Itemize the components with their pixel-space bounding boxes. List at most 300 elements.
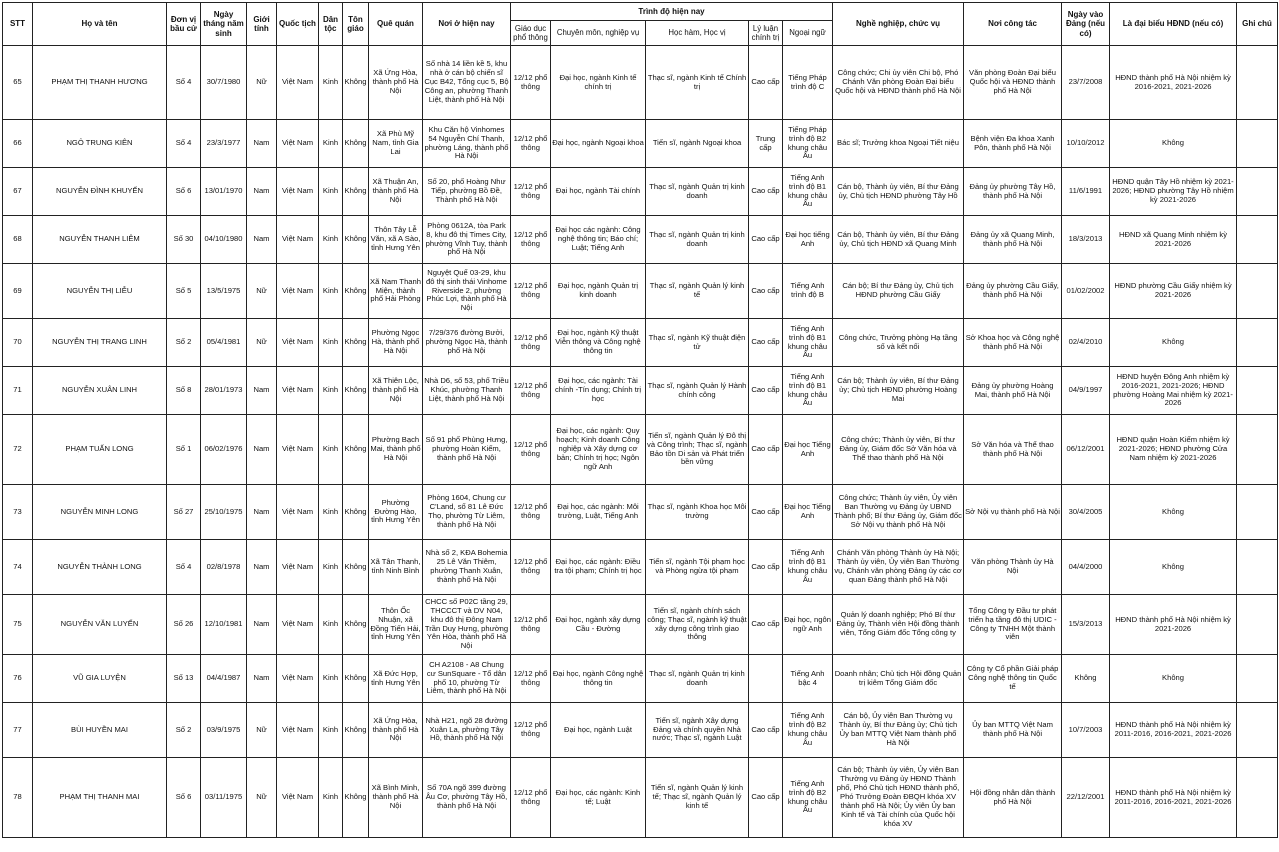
cell-political: Cao cấp — [749, 758, 783, 838]
cell-religion: Không — [343, 264, 369, 319]
cell-degree: Tiến sĩ, ngành Quản lý Đô thị và Công trình; Thạc sĩ, ngành Bảo tồn Di sản và Phát triển bền vững — [646, 415, 749, 485]
cell-notes — [1237, 264, 1278, 319]
table-body — [3, 46, 1278, 838]
cell-ethnicity: Kinh — [319, 264, 343, 319]
cell-delegate: HĐND phường Cầu Giấy nhiệm kỳ 2021-2026 — [1110, 264, 1237, 319]
cell-stt: 73 — [3, 485, 33, 540]
col-workplace: Nơi công tác — [964, 3, 1062, 46]
cell-general: 12/12 phổ thông — [511, 595, 551, 655]
cell-hometown: Thôn Tây Lễ Văn, xã A Sào, tỉnh Hưng Yên — [369, 216, 423, 264]
cell-professional: Đại học, ngành Kinh tế chính trị — [551, 46, 646, 120]
cell-gender: Nữ — [247, 46, 277, 120]
header-row-top — [3, 3, 1278, 21]
cell-residence: 7/29/376 đường Bưởi, phường Ngọc Hà, thành phố Hà Nội — [423, 319, 511, 367]
cell-gender: Nữ — [247, 758, 277, 838]
cell-ethnicity: Kinh — [319, 595, 343, 655]
cell-general: 12/12 phổ thông — [511, 46, 551, 120]
cell-dob: 13/5/1975 — [201, 264, 247, 319]
cell-professional: Đại học, ngành Kỹ thuật Viễn thông và Công nghệ thông tin — [551, 319, 646, 367]
cell-dob: 03/11/1975 — [201, 758, 247, 838]
cell-party-date: 30/4/2005 — [1062, 485, 1110, 540]
cell-professional: Đại học, ngành xây dựng Cầu - Đường — [551, 595, 646, 655]
cell-gender: Nữ — [247, 319, 277, 367]
cell-party-date: 18/3/2013 — [1062, 216, 1110, 264]
cell-notes — [1237, 703, 1278, 758]
cell-party-date: 04/9/1997 — [1062, 367, 1110, 415]
cell-name: PHẠM THỊ THANH HƯƠNG — [33, 46, 167, 120]
cell-residence: Số 70A ngõ 399 đường Âu Cơ, phường Tây Hồ, thành phố Hà Nội — [423, 758, 511, 838]
cell-unit: Số 26 — [167, 595, 201, 655]
cell-language: Tiếng Anh trình độ B2 khung châu Âu — [783, 758, 833, 838]
cell-unit: Số 4 — [167, 540, 201, 595]
cell-hometown: Xã Thuận An, thành phố Hà Nội — [369, 168, 423, 216]
cell-occupation: Cán bộ; Thành ủy viên, Ủy viên Ban Thường vụ Đảng ủy HĐND Thành phố, Phó Chủ tịch HĐND thành phố, Phó Trưởng Đoàn ĐBQH khóa XV thành phố Hà Nội; Ủy viên Ủy ban Kinh tế và Tài chính của Quốc hội khóa XV — [833, 758, 964, 838]
cell-notes — [1237, 415, 1278, 485]
table-row — [3, 485, 1278, 540]
cell-nationality: Việt Nam — [277, 485, 319, 540]
cell-occupation: Cán bộ, Thành ủy viên, Bí thư Đảng ủy, Chủ tịch HĐND xã Quang Minh — [833, 216, 964, 264]
cell-nationality: Việt Nam — [277, 168, 319, 216]
cell-unit: Số 4 — [167, 46, 201, 120]
cell-ethnicity: Kinh — [319, 120, 343, 168]
cell-notes — [1237, 758, 1278, 838]
cell-gender: Nam — [247, 540, 277, 595]
col-education-group: Trình độ hiện nay — [511, 3, 833, 21]
cell-ethnicity: Kinh — [319, 655, 343, 703]
cell-residence: Nguyệt Quế 03-29, khu đô thị sinh thái Vinhome Riverside 2, phường Phúc Lợi, thành phố Hà Nội — [423, 264, 511, 319]
cell-nationality: Việt Nam — [277, 758, 319, 838]
cell-hometown: Thôn Ốc Nhuận, xã Đồng Tiến Hải, tỉnh Hưng Yên — [369, 595, 423, 655]
cell-notes — [1237, 485, 1278, 540]
cell-religion: Không — [343, 485, 369, 540]
cell-gender: Nam — [247, 595, 277, 655]
cell-professional: Đại học, ngành Ngoại khoa — [551, 120, 646, 168]
cell-unit: Số 6 — [167, 168, 201, 216]
cell-language: Đại học Tiếng Anh — [783, 415, 833, 485]
cell-workplace: Bệnh viện Đa khoa Xanh Pôn, thành phố Hà Nội — [964, 120, 1062, 168]
cell-language: Tiếng Pháp trình độ B2 khung châu Âu — [783, 120, 833, 168]
cell-hometown: Xã Đức Hợp, tỉnh Hưng Yên — [369, 655, 423, 703]
cell-name: NGUYỄN XUÂN LINH — [33, 367, 167, 415]
cell-professional: Đại học, ngành Công nghệ thông tin — [551, 655, 646, 703]
cell-degree: Tiến sĩ, ngành Tội phạm học và Phòng ngừa tội phạm — [646, 540, 749, 595]
cell-delegate: Không — [1110, 655, 1237, 703]
cell-workplace: Đảng ủy phường Cầu Giấy, thành phố Hà Nội — [964, 264, 1062, 319]
cell-unit: Số 5 — [167, 264, 201, 319]
cell-occupation: Cán bộ, Ủy viên Ban Thường vụ Thành ủy, Bí thư Đảng ủy; Chủ tịch Ủy ban MTTQ Việt Nam thành phố Hà Nội — [833, 703, 964, 758]
cell-religion: Không — [343, 415, 369, 485]
cell-degree: Tiến sĩ, ngành Xây dựng Đảng và chính quyền Nhà nước; Thạc sĩ, ngành Luật — [646, 703, 749, 758]
cell-unit: Số 13 — [167, 655, 201, 703]
col-professional: Chuyên môn, nghiệp vụ — [551, 21, 646, 46]
cell-residence: Số 91 phố Phùng Hưng, phường Hoàn Kiếm, thành phố Hà Nội — [423, 415, 511, 485]
cell-degree: Thạc sĩ, ngành Khoa học Môi trường — [646, 485, 749, 540]
cell-unit: Số 2 — [167, 319, 201, 367]
col-nationality: Quốc tịch — [277, 3, 319, 46]
cell-ethnicity: Kinh — [319, 485, 343, 540]
cell-political: Cao cấp — [749, 367, 783, 415]
cell-stt: 67 — [3, 168, 33, 216]
cell-stt: 68 — [3, 216, 33, 264]
cell-degree: Thạc sĩ, ngành Quản trị kinh doanh — [646, 168, 749, 216]
cell-notes — [1237, 540, 1278, 595]
cell-residence: Nhà H21, ngõ 28 đường Xuân La, phường Tây Hồ, thành phố Hà Nội — [423, 703, 511, 758]
cell-name: NGUYỄN THỊ LIỄU — [33, 264, 167, 319]
table-row — [3, 319, 1278, 367]
cell-stt: 77 — [3, 703, 33, 758]
cell-language: Đại học, ngôn ngữ Anh — [783, 595, 833, 655]
cell-nationality: Việt Nam — [277, 216, 319, 264]
cell-name: NGUYỄN THANH LIÊM — [33, 216, 167, 264]
cell-delegate: Không — [1110, 485, 1237, 540]
cell-occupation: Công chức; Thành ủy viên, Bí thư Đảng ủy, Giám đốc Sở Văn hóa và Thể thao thành phố Hà Nội — [833, 415, 964, 485]
cell-notes — [1237, 216, 1278, 264]
cell-political: Cao cấp — [749, 46, 783, 120]
cell-party-date: 04/4/2000 — [1062, 540, 1110, 595]
cell-language: Tiếng Pháp trình độ C — [783, 46, 833, 120]
cell-ethnicity: Kinh — [319, 415, 343, 485]
cell-general: 12/12 phổ thông — [511, 168, 551, 216]
cell-degree: Thạc sĩ, ngành Quản trị kinh doanh — [646, 216, 749, 264]
cell-nationality: Việt Nam — [277, 264, 319, 319]
cell-religion: Không — [343, 319, 369, 367]
cell-party-date: 10/10/2012 — [1062, 120, 1110, 168]
cell-nationality: Việt Nam — [277, 595, 319, 655]
cell-workplace: Tổng Công ty Đầu tư phát triển hạ tầng đô thị UDIC - Công ty TNHH Một thành viên — [964, 595, 1062, 655]
cell-unit: Số 1 — [167, 415, 201, 485]
cell-occupation: Công chức; Thành ủy viên, Ủy viên Ban Thường vụ Đảng ủy UBND Thành phố; Bí thư Đảng ủy, Giám đốc Sở Nội vụ thành phố Hà Nội — [833, 485, 964, 540]
col-hometown: Quê quán — [369, 3, 423, 46]
cell-hometown: Xã Bình Minh, thành phố Hà Nội — [369, 758, 423, 838]
cell-delegate: HĐND thành phố Hà Nội nhiệm kỳ 2021-2026 — [1110, 595, 1237, 655]
cell-stt: 66 — [3, 120, 33, 168]
cell-political: Trung cấp — [749, 120, 783, 168]
cell-delegate: HĐND thành phố Hà Nội nhiệm kỳ 2016-2021, 2021-2026 — [1110, 46, 1237, 120]
cell-degree: Thạc sĩ, ngành Quản trị kinh doanh — [646, 655, 749, 703]
cell-degree: Thạc sĩ, ngành Kinh tế Chính trị — [646, 46, 749, 120]
table-row — [3, 120, 1278, 168]
table-row — [3, 168, 1278, 216]
cell-religion: Không — [343, 367, 369, 415]
cell-professional: Đại học các ngành: Công nghệ thông tin; Báo chí; Luật; Tiếng Anh — [551, 216, 646, 264]
cell-stt: 72 — [3, 415, 33, 485]
cell-language: Tiếng Anh trình độ B2 khung châu Âu — [783, 703, 833, 758]
cell-political: Cao cấp — [749, 415, 783, 485]
cell-political: Cao cấp — [749, 703, 783, 758]
cell-notes — [1237, 120, 1278, 168]
table-row — [3, 367, 1278, 415]
cell-residence: CHCC số P02C tầng 29, THCCCT và DV N04, khu đô thị Đông Nam Trần Duy Hưng, phường Yên Hòa, thành phố Hà Nội — [423, 595, 511, 655]
cell-general: 12/12 phổ thông — [511, 758, 551, 838]
cell-stt: 78 — [3, 758, 33, 838]
cell-nationality: Việt Nam — [277, 367, 319, 415]
cell-workplace: Hội đồng nhân dân thành phố Hà Nội — [964, 758, 1062, 838]
cell-occupation: Doanh nhân; Chủ tịch Hội đồng Quản trị kiêm Tổng Giám đốc — [833, 655, 964, 703]
cell-dob: 02/8/1978 — [201, 540, 247, 595]
table-row — [3, 655, 1278, 703]
cell-political: Cao cấp — [749, 264, 783, 319]
col-name: Họ và tên — [33, 3, 167, 46]
cell-stt: 65 — [3, 46, 33, 120]
cell-workplace: Đảng ủy xã Quang Minh, thành phố Hà Nội — [964, 216, 1062, 264]
table-row — [3, 758, 1278, 838]
col-delegate: Là đại biểu HĐND (nếu có) — [1110, 3, 1237, 46]
col-ethnicity: Dân tộc — [319, 3, 343, 46]
cell-delegate: HĐND thành phố Hà Nội nhiệm kỳ 2011-2016, 2016-2021, 2021-2026 — [1110, 758, 1237, 838]
cell-nationality: Việt Nam — [277, 655, 319, 703]
cell-party-date: 01/02/2002 — [1062, 264, 1110, 319]
cell-professional: Đại học, các ngành: Quy hoạch; Kinh doanh Công nghiệp và Xây dựng cơ bản; Chính trị học; Ngôn ngữ Anh — [551, 415, 646, 485]
col-gender: Giới tính — [247, 3, 277, 46]
cell-professional: Đại học, các ngành: Môi trường, Luật, Tiếng Anh — [551, 485, 646, 540]
cell-general: 12/12 phổ thông — [511, 655, 551, 703]
cell-residence: CH A2108 - A8 Chung cư SunSquare - Tổ dân phố 10, phường Từ Liêm, thành phố Hà Nội — [423, 655, 511, 703]
cell-workplace: Sở Nội vụ thành phố Hà Nội — [964, 485, 1062, 540]
cell-residence: Số 20, phố Hoàng Như Tiếp, phường Bồ Đề, Thành phố Hà Nội — [423, 168, 511, 216]
cell-hometown: Phường Ngọc Hà, thành phố Hà Nội — [369, 319, 423, 367]
cell-gender: Nữ — [247, 264, 277, 319]
cell-party-date: 23/7/2008 — [1062, 46, 1110, 120]
cell-political: Cao cấp — [749, 540, 783, 595]
cell-delegate: HĐND quận Hoàn Kiếm nhiệm kỳ 2021-2026; HĐND phường Cửa Nam nhiệm kỳ 2021-2026 — [1110, 415, 1237, 485]
cell-professional: Đại học, ngành Luật — [551, 703, 646, 758]
cell-dob: 12/10/1981 — [201, 595, 247, 655]
cell-occupation: Cán bộ; Bí thư Đảng ủy, Chủ tịch HĐND phường Cầu Giấy — [833, 264, 964, 319]
col-stt: STT — [3, 3, 33, 46]
cell-ethnicity: Kinh — [319, 367, 343, 415]
cell-delegate: Không — [1110, 540, 1237, 595]
cell-gender: Nam — [247, 485, 277, 540]
cell-name: PHẠM THỊ THANH MAI — [33, 758, 167, 838]
cell-occupation: Bác sĩ; Trưởng khoa Ngoại Tiết niệu — [833, 120, 964, 168]
cell-stt: 75 — [3, 595, 33, 655]
cell-degree: Thạc sĩ, ngành Kỹ thuật điện tử — [646, 319, 749, 367]
cell-religion: Không — [343, 758, 369, 838]
cell-ethnicity: Kinh — [319, 46, 343, 120]
cell-language: Tiếng Anh trình độ B1 khung châu Âu — [783, 540, 833, 595]
cell-delegate: Không — [1110, 120, 1237, 168]
cell-nationality: Việt Nam — [277, 319, 319, 367]
cell-professional: Đại học, các ngành: Kinh tế; Luật — [551, 758, 646, 838]
cell-name: VŨ GIA LUYỆN — [33, 655, 167, 703]
cell-name: PHẠM TUẤN LONG — [33, 415, 167, 485]
cell-dob: 28/01/1973 — [201, 367, 247, 415]
cell-occupation: Cán bộ, Thành ủy viên, Bí thư Đảng ủy, Chủ tịch HĐND phường Tây Hồ — [833, 168, 964, 216]
cell-name: NGUYỄN MINH LONG — [33, 485, 167, 540]
cell-workplace: Văn phòng Thành ủy Hà Nội — [964, 540, 1062, 595]
cell-unit: Số 6 — [167, 758, 201, 838]
cell-residence: Nhà số 2, KĐA Bohemia 25 Lê Văn Thiêm, phường Thanh Xuân, thành phố Hà Nội — [423, 540, 511, 595]
col-party-date: Ngày vào Đảng (nếu có) — [1062, 3, 1110, 46]
cell-religion: Không — [343, 540, 369, 595]
cell-political: Cao cấp — [749, 216, 783, 264]
cell-notes — [1237, 46, 1278, 120]
cell-delegate: Không — [1110, 319, 1237, 367]
cell-party-date: 11/6/1991 — [1062, 168, 1110, 216]
cell-professional: Đại học, ngành Quản trị kinh doanh — [551, 264, 646, 319]
cell-ethnicity: Kinh — [319, 540, 343, 595]
table-row — [3, 216, 1278, 264]
cell-language: Tiếng Anh trình độ B — [783, 264, 833, 319]
col-degree: Học hàm, Học vị — [646, 21, 749, 46]
cell-general: 12/12 phổ thông — [511, 540, 551, 595]
cell-residence: Khu Căn hộ Vinhomes 54 Nguyễn Chí Thanh, phường Láng, thành phố Hà Nội — [423, 120, 511, 168]
col-residence: Nơi ở hiện nay — [423, 3, 511, 46]
cell-nationality: Việt Nam — [277, 46, 319, 120]
cell-professional: Đại học, ngành Tài chính — [551, 168, 646, 216]
cell-unit: Số 27 — [167, 485, 201, 540]
cell-occupation: Công chức, Trưởng phòng Hạ tầng số và kết nối — [833, 319, 964, 367]
cell-workplace: Sở Khoa học và Công nghệ thành phố Hà Nội — [964, 319, 1062, 367]
cell-gender: Nam — [247, 216, 277, 264]
cell-delegate: HĐND xã Quang Minh nhiệm kỳ 2021-2026 — [1110, 216, 1237, 264]
cell-name: NGUYỄN ĐÌNH KHUYẾN — [33, 168, 167, 216]
cell-gender: Nữ — [247, 703, 277, 758]
cell-occupation: Quản lý doanh nghiệp; Phó Bí thư Đảng ủy, Thành viên Hội đồng thành viên, Tổng Giám đốc Tổng công ty — [833, 595, 964, 655]
cell-dob: 05/4/1981 — [201, 319, 247, 367]
table-row — [3, 415, 1278, 485]
cell-professional: Đại học, các ngành: Điều tra tội phạm; Chính trị học — [551, 540, 646, 595]
cell-workplace: Sở Văn hóa và Thể thao thành phố Hà Nội — [964, 415, 1062, 485]
cell-general: 12/12 phổ thông — [511, 264, 551, 319]
cell-professional: Đại học, các ngành: Tài chính -Tín dụng; Chính trị học — [551, 367, 646, 415]
cell-name: NGUYỄN THỊ TRANG LINH — [33, 319, 167, 367]
cell-delegate: HĐND quận Tây Hồ nhiệm kỳ 2021-2026; HĐND phường Tây Hồ nhiệm kỳ 2021-2026 — [1110, 168, 1237, 216]
cell-dob: 13/01/1970 — [201, 168, 247, 216]
cell-notes — [1237, 168, 1278, 216]
col-political: Lý luận chính trị — [749, 21, 783, 46]
cell-political — [749, 655, 783, 703]
cell-religion: Không — [343, 655, 369, 703]
cell-party-date: Không — [1062, 655, 1110, 703]
cell-language: Tiếng Anh trình độ B1 khung châu Âu — [783, 367, 833, 415]
cell-party-date: 22/12/2001 — [1062, 758, 1110, 838]
cell-ethnicity: Kinh — [319, 168, 343, 216]
cell-residence: Phòng 0612A, tòa Park 8, khu đô thị Times City, phường Vĩnh Tuy, thành phố Hà Nội — [423, 216, 511, 264]
col-occupation: Nghề nghiệp, chức vụ — [833, 3, 964, 46]
table-row — [3, 540, 1278, 595]
cell-occupation: Công chức; Chi ủy viên Chi bộ, Phó Chánh Văn phòng Đoàn Đại biểu Quốc hội và HĐND thành phố Hà Nội — [833, 46, 964, 120]
cell-general: 12/12 phổ thông — [511, 216, 551, 264]
cell-hometown: Xã Phù Mỹ Nam, tỉnh Gia Lai — [369, 120, 423, 168]
cell-ethnicity: Kinh — [319, 216, 343, 264]
table-row — [3, 595, 1278, 655]
col-general: Giáo dục phổ thông — [511, 21, 551, 46]
cell-political: Cao cấp — [749, 319, 783, 367]
cell-hometown: Xã Ứng Hòa, thành phố Hà Nội — [369, 46, 423, 120]
cell-hometown: Xã Nam Thanh Miện, thành phố Hải Phòng — [369, 264, 423, 319]
cell-general: 12/12 phổ thông — [511, 415, 551, 485]
cell-gender: Nam — [247, 655, 277, 703]
cell-political: Cao cấp — [749, 485, 783, 540]
cell-nationality: Việt Nam — [277, 415, 319, 485]
cell-occupation: Cán bộ; Thành ủy viên, Bí thư Đảng ủy; Chủ tịch HĐND phường Hoàng Mai — [833, 367, 964, 415]
cell-religion: Không — [343, 216, 369, 264]
col-notes: Ghi chú — [1237, 3, 1278, 46]
cell-gender: Nam — [247, 367, 277, 415]
cell-political: Cao cấp — [749, 168, 783, 216]
cell-nationality: Việt Nam — [277, 703, 319, 758]
cell-language: Tiếng Anh trình độ B1 khung châu Âu — [783, 168, 833, 216]
cell-degree: Tiến sĩ, ngành Quản lý kinh tế; Thạc sĩ, ngành Quản lý kinh tế — [646, 758, 749, 838]
cell-ethnicity: Kinh — [319, 703, 343, 758]
cell-general: 12/12 phổ thông — [511, 485, 551, 540]
cell-religion: Không — [343, 120, 369, 168]
cell-hometown: Phường Đường Hào, tỉnh Hưng Yên — [369, 485, 423, 540]
cell-degree: Thạc sĩ, ngành Quản lý Hành chính công — [646, 367, 749, 415]
col-language: Ngoại ngữ — [783, 21, 833, 46]
table-row — [3, 46, 1278, 120]
cell-religion: Không — [343, 46, 369, 120]
col-religion: Tôn giáo — [343, 3, 369, 46]
cell-workplace: Đảng ủy phường Hoàng Mai, thành phố Hà Nội — [964, 367, 1062, 415]
cell-workplace: Đảng ủy phường Tây Hồ, thành phố Hà Nội — [964, 168, 1062, 216]
cell-stt: 74 — [3, 540, 33, 595]
cell-dob: 04/4/1987 — [201, 655, 247, 703]
candidate-table — [2, 2, 1278, 838]
cell-religion: Không — [343, 703, 369, 758]
cell-name: NGUYỄN THÀNH LONG — [33, 540, 167, 595]
cell-ethnicity: Kinh — [319, 319, 343, 367]
cell-language: Đại học tiếng Anh — [783, 216, 833, 264]
cell-delegate: HĐND thành phố Hà Nội nhiệm kỳ 2011-2016, 2016-2021, 2021-2026 — [1110, 703, 1237, 758]
cell-degree: Thạc sĩ, ngành Quản lý kinh tế — [646, 264, 749, 319]
cell-political: Cao cấp — [749, 595, 783, 655]
cell-unit: Số 30 — [167, 216, 201, 264]
cell-religion: Không — [343, 595, 369, 655]
cell-party-date: 15/3/2013 — [1062, 595, 1110, 655]
cell-residence: Phòng 1604, Chung cư C'Land, số 81 Lê Đức Thọ, phường Từ Liêm, thành phố Hà Nội — [423, 485, 511, 540]
cell-name: BÙI HUYỀN MAI — [33, 703, 167, 758]
cell-notes — [1237, 367, 1278, 415]
cell-stt: 76 — [3, 655, 33, 703]
col-dob: Ngày tháng năm sinh — [201, 3, 247, 46]
cell-degree: Tiến sĩ, ngành Ngoại khoa — [646, 120, 749, 168]
cell-notes — [1237, 655, 1278, 703]
cell-notes — [1237, 595, 1278, 655]
cell-degree: Tiến sĩ, ngành chính sách công; Thạc sĩ, ngành kỹ thuật xây dựng công trình giao thông — [646, 595, 749, 655]
cell-name: NGÔ TRUNG KIÊN — [33, 120, 167, 168]
cell-nationality: Việt Nam — [277, 540, 319, 595]
cell-gender: Nam — [247, 120, 277, 168]
cell-unit: Số 4 — [167, 120, 201, 168]
cell-language: Đại học Tiếng Anh — [783, 485, 833, 540]
cell-stt: 69 — [3, 264, 33, 319]
col-unit: Đơn vị bầu cử — [167, 3, 201, 46]
cell-hometown: Xã Ứng Hòa, thành phố Hà Nội — [369, 703, 423, 758]
cell-general: 12/12 phổ thông — [511, 703, 551, 758]
cell-general: 12/12 phổ thông — [511, 120, 551, 168]
cell-name: NGUYỄN VĂN LUYẾN — [33, 595, 167, 655]
cell-hometown: Xã Tân Thanh, tỉnh Ninh Bình — [369, 540, 423, 595]
cell-residence: Số nhà 14 liền kề 5, khu nhà ở cán bộ chiến sĩ Cục B42, Tổng cục 5, Bộ Công an, phường Thanh Liệt, thành phố Hà Nội — [423, 46, 511, 120]
cell-occupation: Chánh Văn phòng Thành ủy Hà Nội; Thành ủy viên, Ủy viên Ban Thường vụ, Chánh văn phòng Đảng ủy các cơ quan Đảng thành phố Hà Nội — [833, 540, 964, 595]
cell-language: Tiếng Anh bậc 4 — [783, 655, 833, 703]
cell-stt: 70 — [3, 319, 33, 367]
cell-unit: Số 2 — [167, 703, 201, 758]
cell-general: 12/12 phổ thông — [511, 319, 551, 367]
cell-party-date: 02/4/2010 — [1062, 319, 1110, 367]
cell-dob: 23/3/1977 — [201, 120, 247, 168]
cell-delegate: HĐND huyện Đông Anh nhiệm kỳ 2016-2021, 2021-2026; HĐND phường Hoàng Mai nhiệm kỳ 2021-2026 — [1110, 367, 1237, 415]
cell-language: Tiếng Anh trình độ B1 khung châu Âu — [783, 319, 833, 367]
cell-gender: Nam — [247, 415, 277, 485]
cell-ethnicity: Kinh — [319, 758, 343, 838]
cell-dob: 03/9/1975 — [201, 703, 247, 758]
cell-general: 12/12 phổ thông — [511, 367, 551, 415]
cell-religion: Không — [343, 168, 369, 216]
cell-workplace: Văn phòng Đoàn Đại biểu Quốc hội và HĐND thành phố Hà Nội — [964, 46, 1062, 120]
